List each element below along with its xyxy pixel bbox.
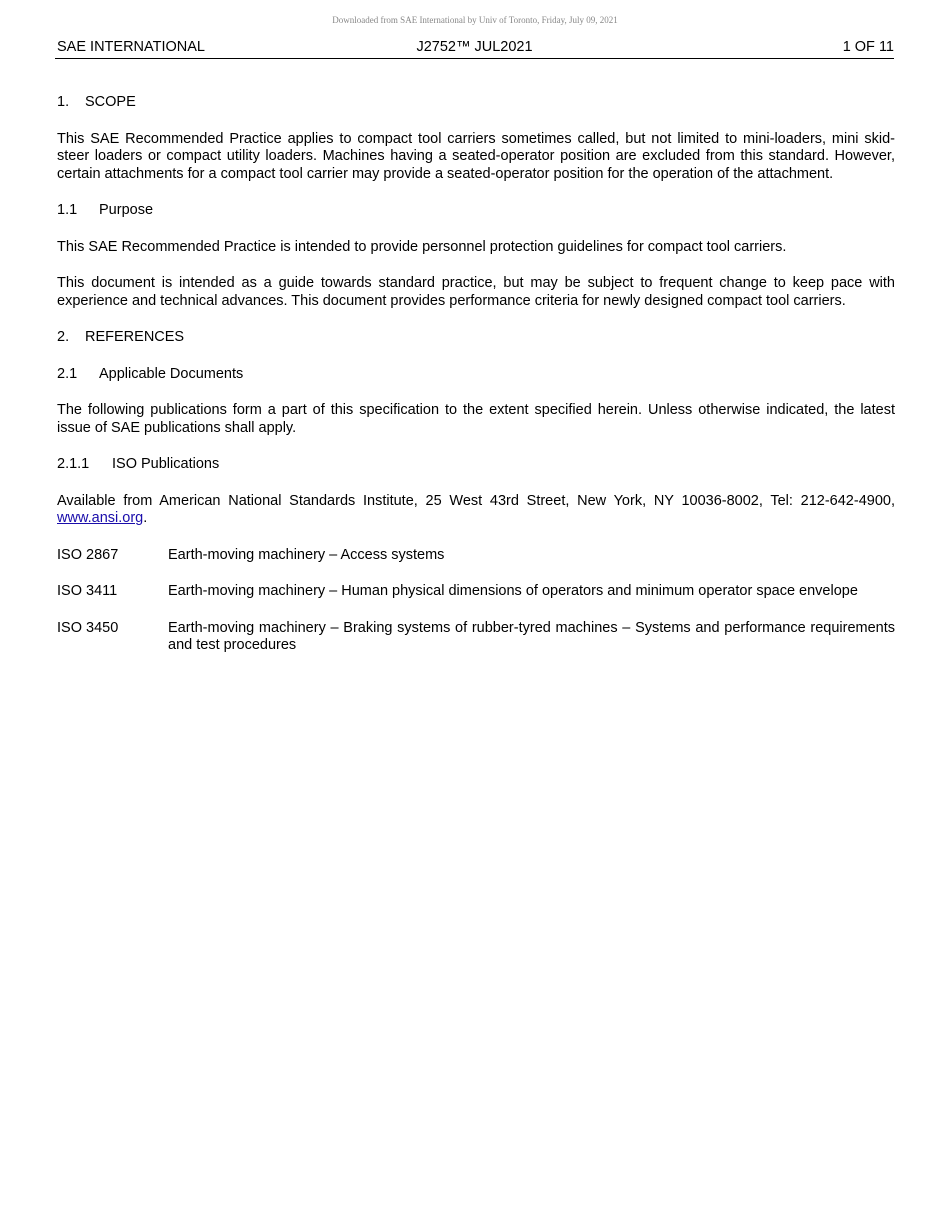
section-title: Purpose	[99, 202, 154, 218]
section-number: 2.1.1	[57, 456, 90, 472]
section-title: ISO Publications	[112, 456, 220, 472]
section-number: 1.	[57, 94, 70, 110]
section-iso-publications-heading	[57, 456, 895, 474]
iso-availability-text: Available from American National Standards Institute, 25 West 43rd Street, New York, NY 10036-8002, Tel: 212-642-4900,	[57, 492, 895, 509]
iso-reference-row	[57, 583, 895, 601]
section-title: SCOPE	[85, 94, 136, 110]
purpose-paragraph-2: This document is intended as a guide towards standard practice, but may be subject to frequent change to keep pace with experience and technical advances. This document provides performance criteria for newly designed compact tool carriers.	[57, 275, 895, 309]
iso-reference-code: ISO 2867	[57, 546, 119, 563]
section-title: Applicable Documents	[99, 365, 244, 382]
section-applicable-documents-heading	[57, 366, 895, 384]
section-purpose-heading	[57, 202, 895, 220]
iso-reference-description: Earth-moving machinery – Access systems	[168, 546, 445, 563]
download-watermark: Downloaded from SAE International by Univ of Toronto, Friday, July 09, 2021	[332, 15, 618, 25]
applicable-documents-paragraph: The following publications form a part of this specification to the extent specified herein. Unless otherwise indicated, the latest issue of SAE publications shall apply.	[57, 402, 895, 436]
section-number: 1.1	[57, 202, 78, 218]
header-page-number: 1 OF 11	[842, 39, 894, 55]
scope-paragraph: This SAE Recommended Practice applies to compact tool carriers sometimes called, but not limited to mini-loaders, mini skid-steer loaders or compact utility loaders. Machines having a seated-operator position are excluded from this standard. However, certain attachments for a compact tool carrier may provide a seated-operator position for the operation of the attachment.	[57, 130, 895, 182]
section-title: REFERENCES	[85, 329, 185, 345]
section-number: 2.	[57, 329, 70, 345]
purpose-paragraph-1: This SAE Recommended Practice is intended to provide personnel protection guidelines for compact tool carriers.	[57, 238, 787, 255]
iso-reference-code: ISO 3450	[57, 619, 119, 636]
header-document-id: J2752™ JUL2021	[416, 39, 533, 55]
header-publisher: SAE INTERNATIONAL	[57, 39, 205, 55]
iso-availability-paragraph	[57, 493, 895, 528]
ansi-website-link[interactable]: www.ansi.org	[57, 510, 144, 526]
section-number: 2.1	[57, 365, 78, 382]
page-header	[55, 38, 894, 59]
iso-reference-description: Earth-moving machinery – Braking systems of rubber-tyred machines – Systems and performance requirements and test procedures	[168, 619, 895, 653]
link-trailing-period: .	[143, 510, 148, 526]
section-references-heading	[57, 329, 895, 347]
iso-reference-row	[57, 620, 895, 655]
iso-reference-description: Earth-moving machinery – Human physical dimensions of operators and minimum operator space envelope	[168, 583, 858, 599]
iso-reference-code: ISO 3411	[57, 583, 118, 599]
section-scope-heading	[57, 94, 895, 112]
document-body	[57, 94, 895, 674]
iso-reference-row	[57, 547, 895, 565]
